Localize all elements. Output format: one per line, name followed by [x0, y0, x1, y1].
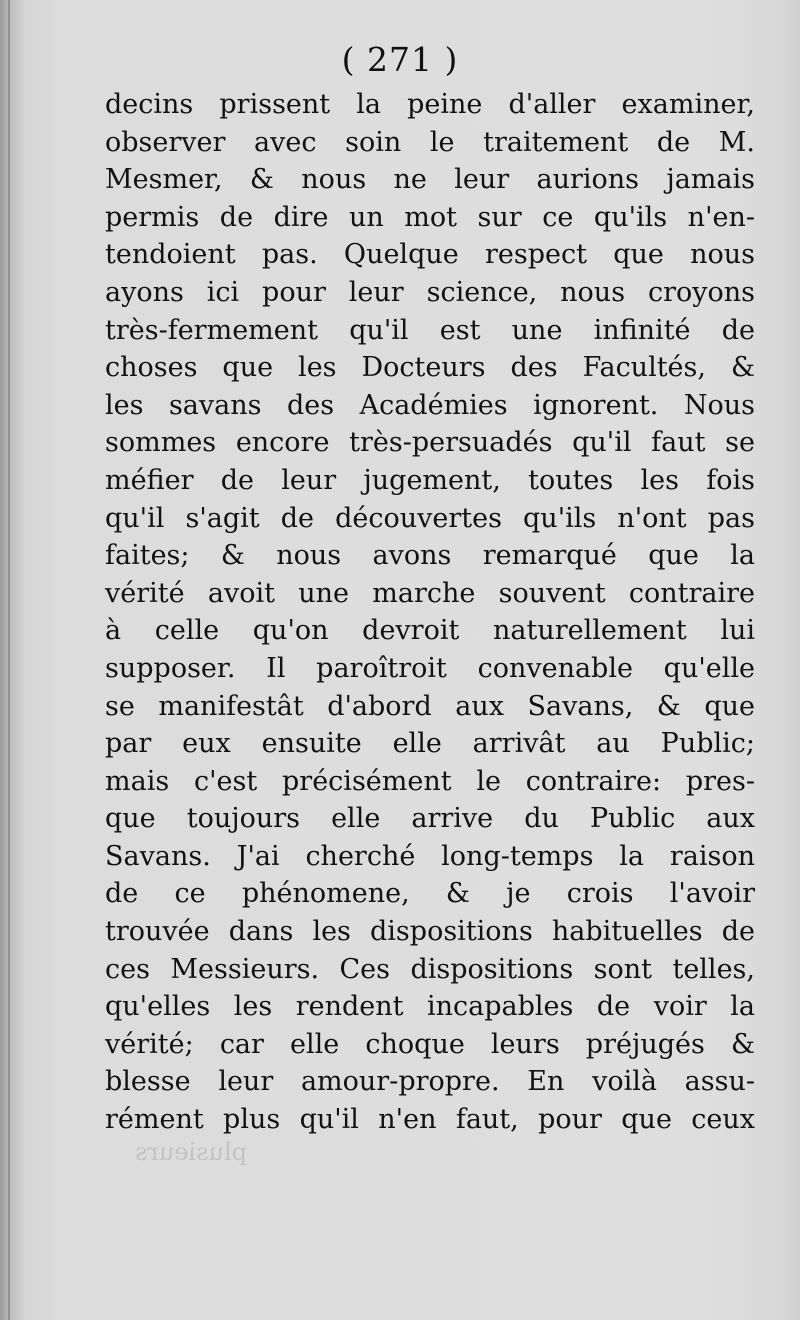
text-line: mais c'est précisément le contraire: pres- [105, 765, 755, 797]
text-line: choses que les Docteurs des Facultés, & [105, 352, 755, 384]
text-line: se manifestât d'abord aux Savans, & que [105, 690, 755, 722]
text-line: vérité avoit une marche souvent contraire [105, 577, 755, 609]
text-line: très-fermement qu'il est une infinité de [105, 314, 755, 346]
text-line: rément plus qu'il n'en faut, pour que ceux [105, 1104, 755, 1136]
text-line: blesse leur amour-propre. En voilà assu- [105, 1066, 755, 1098]
text-line: faites; & nous avons remarqué que la [105, 540, 755, 572]
text-line: qu'il s'agit de découvertes qu'ils n'ont pas [105, 502, 755, 534]
text-line: decins prissent la peine d'aller examiner, [105, 89, 755, 120]
text-line: Savans. J'ai cherché long-temps la raison [105, 840, 755, 872]
text-line: les savans des Académies ignorent. Nous [105, 389, 755, 421]
text-line: tendoient pas. Quelque respect que nous [105, 239, 755, 271]
text-line: de ce phénomene, & je crois l'avoir [105, 878, 755, 910]
text-line: méfier de leur jugement, toutes les fois [105, 464, 755, 496]
text-line: vérité; car elle choque leurs préjugés & [105, 1028, 755, 1060]
text-line: qu'elles les rendent incapables de voir la [105, 991, 755, 1023]
page-number: ( 271 ) [341, 40, 459, 79]
text-line: Mesmer, & nous ne leur aurions jamais [105, 164, 755, 196]
page-gutter [8, 0, 10, 1320]
text-line: ayons ici pour leur science, nous croyons [105, 276, 755, 308]
text-line: par eux ensuite elle arrivât au Public; [105, 728, 755, 760]
text-line: à celle qu'on devroit naturellement lui [105, 615, 755, 647]
text-line: trouvée dans les dispositions habituelles de [105, 916, 755, 948]
text-line: sommes encore très-persuadés qu'il faut se [105, 427, 755, 459]
text-line: permis de dire un mot sur ce qu'ils n'en- [105, 201, 755, 233]
bleed-through-text: plusieurs [135, 1138, 247, 1166]
text-line: observer avec soin le traitement de M. [105, 126, 755, 158]
text-line: ces Messieurs. Ces dispositions sont telles, [105, 953, 755, 985]
body-text [105, 86, 755, 1139]
text-line: supposer. Il paroîtroit convenable qu'elle [105, 652, 755, 684]
text-line: que toujours elle arrive du Public aux [105, 803, 755, 835]
